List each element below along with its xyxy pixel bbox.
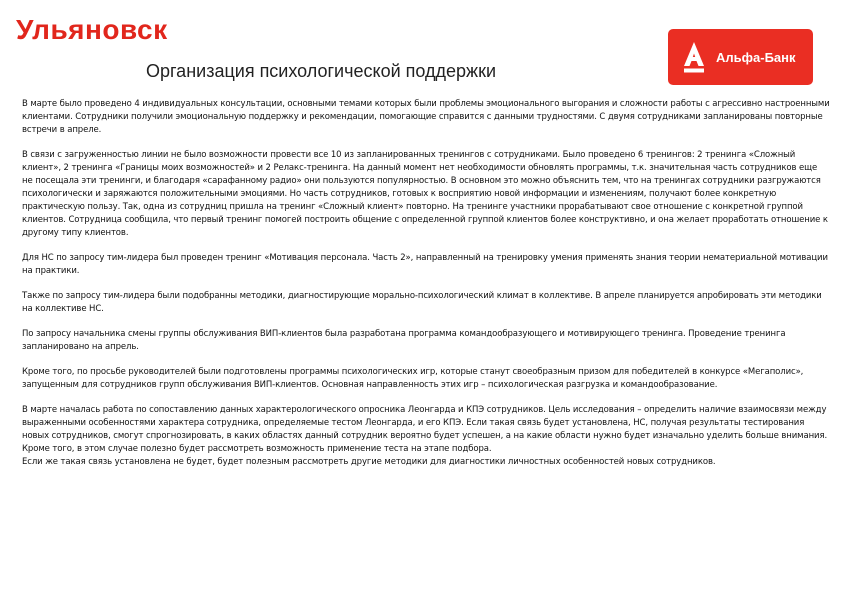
page-title: Организация психологической поддержки bbox=[146, 61, 497, 81]
paragraph-alternative-methods: Если же такая связь установлена не будет, будет полезным рассмотреть другие методики для диагностики личностных особенностей новых сотрудников. bbox=[22, 457, 716, 467]
paragraph-motivation-training: Для НС по запросу тим-лидера был проведен тренинг «Мотивация персонала. Часть 2», направленный на тренировку умения применять знания теории нематериальной мотивации на практики. bbox=[22, 253, 828, 276]
paragraph-vip-program: По запросу начальника смены группы обслуживания ВИП-клиентов была разработана программа командообразующего и мотивирующего тренинга. Проведение тренинга запланировано на апрель. bbox=[22, 329, 786, 352]
logo-text: Альфа-Банк bbox=[716, 49, 796, 65]
alfa-bank-logo bbox=[668, 29, 813, 85]
paragraph-leonhard-study: В марте началась работа по сопоставлению данных характерологического опросника Леонгарда и КПЭ сотрудников. Цель исследования – определить наличие взаимосвязи между выраженными особенностями характера сотрудника, определяемые тестом Леонгарда, и его КПЭ. Если такая связь будет установлена, НС, получая результаты тестирования новых сотрудников, смогут спрогнозировать, в каких областях данный сотрудник вероятно будет успешен, а на какие области нужно будет изначально уделить больше внимания. Кроме того, в этом случае полезно будет рассмотреть возможность применение теста на этапе подбора. bbox=[22, 405, 828, 454]
paragraph-games: Кроме того, по просьбе руководителей были подготовлены программы психологических игр, которые станут своеобразным призом для победителей в конкурсе «Мегаполис», запущенным для сотрудников групп обслуживания ВИП-клиентов. Основная направленность этих игр – психологическая разгрузка и командообразование. bbox=[22, 367, 804, 390]
alfa-letter-icon bbox=[680, 40, 708, 74]
paragraph-trainings: В связи с загруженностью линии не было возможности провести все 10 из запланированных тренингов с сотрудниками. Было проведено 6 тренингов: 2 тренинга «Сложный клиент», 2 тренинга «Границы моих возможностей» и 2 Релакс-тренинга. На данный момент нет необходимости обновлять программы, т.к. значительная часть сотрудников еще не посещала эти тренинги, и благодаря «сарафанному радио» они пользуются популярностью. В основном это можно объяснить тем, что на тренингах сотрудники разгружаются психологически и заряжаются положительными эмоциями. Но часть сотрудников, готовых к восприятию новой информации и изменениям, получают более конкретную практическую пользу. Так, одна из сотрудниц пришла на тренинг «Сложный клиент» повторно. На тренинге участники прорабатывают свое отношение с конкретной группой клиентов. Сотрудница сообщила, что первый тренинг помогей построить общение с определенной группой клиентов более конструктивно, и она желает проработать отношение к другому типу клиентов. bbox=[22, 150, 828, 238]
paragraph-consultations: В марте было проведено 4 индивидуальных консультации, основными темами которых были проблемы эмоционального выгорания и сложности работы с агрессивно настроенными клиентами. Сотрудники получили эмоциональную поддержку и рекомендации, помогающие справится с данными трудностями. С двумя сотрудниками запланированы повторные встречи в апреле. bbox=[22, 99, 830, 135]
city-heading: Ульяновск bbox=[16, 14, 168, 45]
paragraph-climate-methods: Также по запросу тим-лидера были подобранны методики, диагностирующие морально-психологический климат в коллективе. В апреле планируется апробировать эти методики на коллективе НС. bbox=[22, 291, 822, 314]
report-body bbox=[22, 98, 830, 481]
